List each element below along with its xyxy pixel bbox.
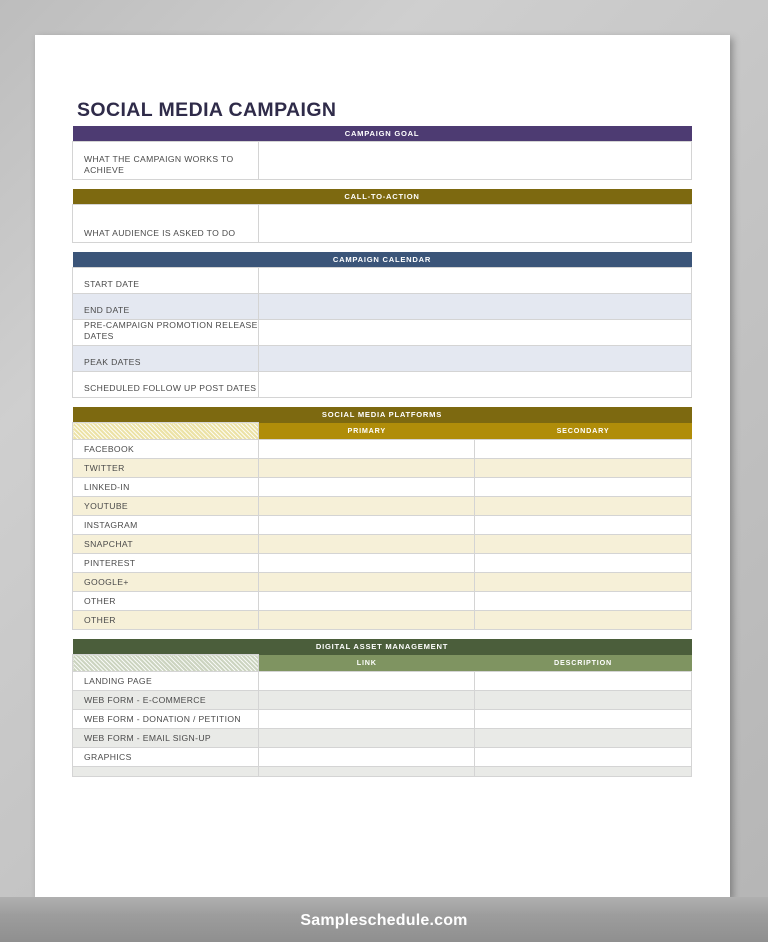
row-input-snapchat-secondary[interactable]	[475, 535, 692, 554]
row-input-facebook-secondary[interactable]	[475, 440, 692, 459]
row-input-instagram-secondary[interactable]	[475, 516, 692, 535]
table-row	[73, 611, 692, 630]
row-input-graphics-link[interactable]	[259, 748, 475, 767]
table-row	[73, 710, 692, 729]
row-input-end-date[interactable]	[259, 294, 692, 320]
row-input-twitter-secondary[interactable]	[475, 459, 692, 478]
table-row	[73, 268, 692, 294]
row-input-web-form-email-sign-up-description[interactable]	[475, 729, 692, 748]
section-title-campaign-goal: CAMPAIGN GOAL	[73, 126, 692, 142]
row-input-landing-page-link[interactable]	[259, 672, 475, 691]
row-input-google-plus-primary[interactable]	[259, 573, 475, 592]
row-label-youtube: YOUTUBE	[73, 497, 259, 516]
row-input-google-plus-secondary[interactable]	[475, 573, 692, 592]
row-input-facebook-primary[interactable]	[259, 440, 475, 459]
row-label-google-plus: GOOGLE+	[73, 573, 259, 592]
document-page	[35, 35, 730, 898]
row-input-web-form-donation-petition-description[interactable]	[475, 710, 692, 729]
column-header-row	[73, 655, 692, 672]
row-input-pre-campaign-promotion-release-dates[interactable]	[259, 320, 692, 346]
row-label-linked-in: LINKED-IN	[73, 478, 259, 497]
row-label-web-form-donation-petition: WEB FORM - DONATION / PETITION	[73, 710, 259, 729]
row-input-other-1-secondary[interactable]	[475, 592, 692, 611]
row-input-linked-in-secondary[interactable]	[475, 478, 692, 497]
row-label-peak-dates: PEAK DATES	[73, 346, 259, 372]
row-label-pinterest: PINTEREST	[73, 554, 259, 573]
section-title-row	[73, 407, 692, 423]
row-label-start-date: START DATE	[73, 268, 259, 294]
row-input-linked-in-primary[interactable]	[259, 478, 475, 497]
column-header-description: DESCRIPTION	[475, 655, 692, 672]
row-label-web-form-e-commerce: WEB FORM - E-COMMERCE	[73, 691, 259, 710]
row-input-start-date[interactable]	[259, 268, 692, 294]
table-row	[73, 478, 692, 497]
row-label-graphics: GRAPHICS	[73, 748, 259, 767]
table-row	[73, 535, 692, 554]
row-label-snapchat: SNAPCHAT	[73, 535, 259, 554]
row-label-web-form-email-sign-up: WEB FORM - EMAIL SIGN-UP	[73, 729, 259, 748]
section-title-row	[73, 189, 692, 205]
section-campaign-goal	[72, 126, 692, 180]
watermark-text: Sampleschedule.com	[300, 912, 468, 929]
row-input-campaign-goal[interactable]	[259, 142, 692, 180]
table-row	[73, 672, 692, 691]
row-label-campaign-goal: WHAT THE CAMPAIGN WORKS TO ACHIEVE	[73, 142, 259, 180]
row-input-youtube-primary[interactable]	[259, 497, 475, 516]
row-input-peak-dates[interactable]	[259, 346, 692, 372]
table-row	[73, 691, 692, 710]
column-header-platform-blank	[73, 423, 259, 440]
section-digital-asset-management	[72, 639, 692, 777]
row-input-pinterest-secondary[interactable]	[475, 554, 692, 573]
table-row	[73, 205, 692, 243]
row-input-web-form-e-commerce-description[interactable]	[475, 691, 692, 710]
row-label-end-date: END DATE	[73, 294, 259, 320]
table-row	[73, 320, 692, 346]
row-input-twitter-primary[interactable]	[259, 459, 475, 478]
section-title-call-to-action: CALL-TO-ACTION	[73, 189, 692, 205]
table-row	[73, 729, 692, 748]
section-title-row	[73, 252, 692, 268]
table-row	[73, 767, 692, 777]
section-title-digital-asset-management: DIGITAL ASSET MANAGEMENT	[73, 639, 692, 655]
row-label-call-to-action: WHAT AUDIENCE IS ASKED TO DO	[73, 205, 259, 243]
section-title-social-media-platforms: SOCIAL MEDIA PLATFORMS	[73, 407, 692, 423]
row-input-web-form-e-commerce-link[interactable]	[259, 691, 475, 710]
column-header-link: LINK	[259, 655, 475, 672]
table-row	[73, 554, 692, 573]
template-sheet	[72, 126, 691, 777]
row-label-scheduled-follow-up-post-dates: SCHEDULED FOLLOW UP POST DATES	[73, 372, 259, 398]
page-title: SOCIAL MEDIA CAMPAIGN	[77, 99, 337, 121]
section-title-campaign-calendar: CAMPAIGN CALENDAR	[73, 252, 692, 268]
row-input-other-2-primary[interactable]	[259, 611, 475, 630]
column-header-secondary: SECONDARY	[475, 423, 692, 440]
table-row	[73, 592, 692, 611]
row-input-call-to-action[interactable]	[259, 205, 692, 243]
row-label-pre-campaign-promotion-release-dates: PRE-CAMPAIGN PROMOTION RELEASE DATES	[73, 320, 259, 346]
table-row	[73, 459, 692, 478]
row-label-instagram: INSTAGRAM	[73, 516, 259, 535]
row-label-asset-blank	[73, 767, 259, 777]
table-row	[73, 142, 692, 180]
section-title-row	[73, 126, 692, 142]
table-row	[73, 748, 692, 767]
row-input-web-form-email-sign-up-link[interactable]	[259, 729, 475, 748]
table-row	[73, 346, 692, 372]
row-input-scheduled-follow-up-post-dates[interactable]	[259, 372, 692, 398]
section-title-row	[73, 639, 692, 655]
row-label-landing-page: LANDING PAGE	[73, 672, 259, 691]
row-label-other-2: OTHER	[73, 611, 259, 630]
row-input-other-2-secondary[interactable]	[475, 611, 692, 630]
column-header-row	[73, 423, 692, 440]
row-input-landing-page-description[interactable]	[475, 672, 692, 691]
table-row	[73, 294, 692, 320]
row-input-web-form-donation-petition-link[interactable]	[259, 710, 475, 729]
row-input-pinterest-primary[interactable]	[259, 554, 475, 573]
row-label-other-1: OTHER	[73, 592, 259, 611]
row-input-asset-blank-description[interactable]	[475, 767, 692, 777]
section-call-to-action	[72, 189, 692, 243]
row-input-asset-blank-link[interactable]	[259, 767, 475, 777]
row-input-graphics-description[interactable]	[475, 748, 692, 767]
row-input-snapchat-primary[interactable]	[259, 535, 475, 554]
section-social-media-platforms	[72, 407, 692, 630]
column-header-asset-blank	[73, 655, 259, 672]
table-row	[73, 372, 692, 398]
table-row	[73, 497, 692, 516]
section-campaign-calendar	[72, 252, 692, 398]
row-input-other-1-primary[interactable]	[259, 592, 475, 611]
row-label-facebook: FACEBOOK	[73, 440, 259, 459]
row-input-instagram-primary[interactable]	[259, 516, 475, 535]
row-input-youtube-secondary[interactable]	[475, 497, 692, 516]
row-label-twitter: TWITTER	[73, 459, 259, 478]
table-row	[73, 573, 692, 592]
column-header-primary: PRIMARY	[259, 423, 475, 440]
table-row	[73, 440, 692, 459]
table-row	[73, 516, 692, 535]
